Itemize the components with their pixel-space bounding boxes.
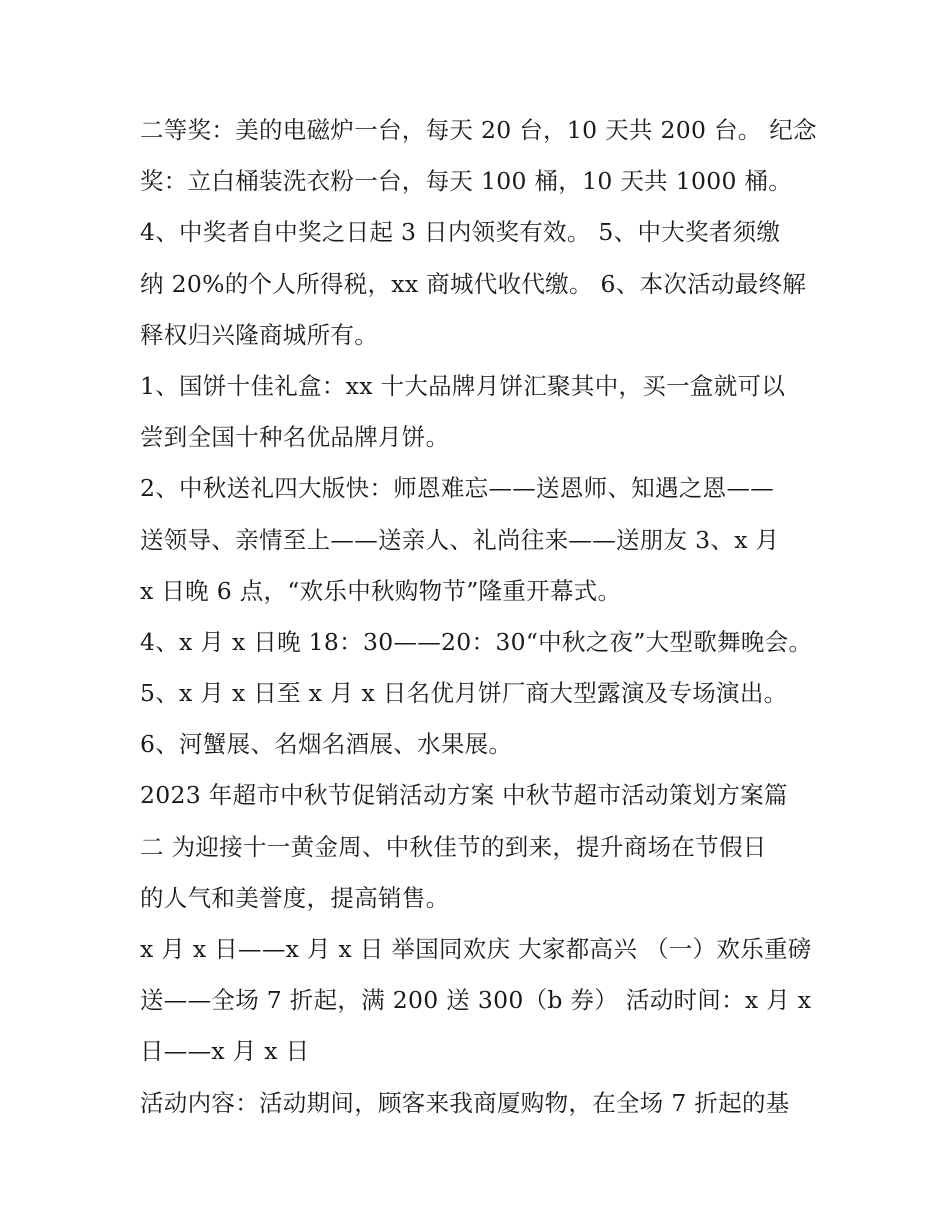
text-line: x 月 x 日——x 月 x 日 举国同欢庆 大家都高兴 （一）欢乐重磅 <box>140 935 812 963</box>
text-line: 的人气和美誉度，提高销售。 <box>140 883 450 912</box>
text-line: 二 为迎接十一黄金周、中秋佳节的到来，提升商场在节假日 <box>140 832 767 861</box>
text-line: 奖：立白桶装洗衣粉一台，每天 100 桶，10 天共 1000 桶。 <box>140 167 793 196</box>
text-line: 6、河蟹展、名烟名酒展、水果展。 <box>140 730 513 759</box>
text-line: 二等奖：美的电磁炉一台，每天 20 台，10 天共 200 台。 纪念 <box>140 116 817 144</box>
document-body <box>140 105 820 1129</box>
text-line: 送——全场 7 折起，满 200 送 300（b 券） 活动时间：x 月 x <box>140 986 812 1015</box>
text-line: x 日晚 6 点，“欢乐中秋购物节”隆重开幕式。 <box>140 576 622 605</box>
text-line: 1、国饼十佳礼盒：xx 十大品牌月饼汇聚其中，买一盒就可以 <box>140 371 786 400</box>
text-line: 2、中秋送礼四大版快：师恩难忘——送恩师、知遇之恩—— <box>140 474 775 503</box>
text-line: 4、x 月 x 日晚 18：30——20：30“中秋之夜”大型歌舞晚会。 <box>140 627 813 656</box>
text-line: 5、x 月 x 日至 x 月 x 日名优月饼厂商大型露演及专场演出。 <box>140 679 788 708</box>
text-line: 4、中奖者自中奖之日起 3 日内领奖有效。 5、中大奖者须缴 <box>140 218 781 247</box>
text-line: 活动内容：活动期间，顾客来我商厦购物，在全场 7 折起的基 <box>140 1088 790 1117</box>
text-line: 尝到全国十种名优品牌月饼。 <box>140 423 450 452</box>
text-line: 送领导、亲情至上——送亲人、礼尚往来——送朋友 3、x 月 <box>140 525 780 554</box>
text-line: 日——x 月 x 日 <box>140 1037 310 1066</box>
text-line: 2023 年超市中秋节促销活动方案 中秋节超市活动策划方案篇 <box>140 781 788 810</box>
text-line: 释权归兴隆商城所有。 <box>140 320 378 349</box>
text-line: 纳 20%的个人所得税，xx 商城代收代缴。 6、本次活动最终解 <box>140 269 807 298</box>
